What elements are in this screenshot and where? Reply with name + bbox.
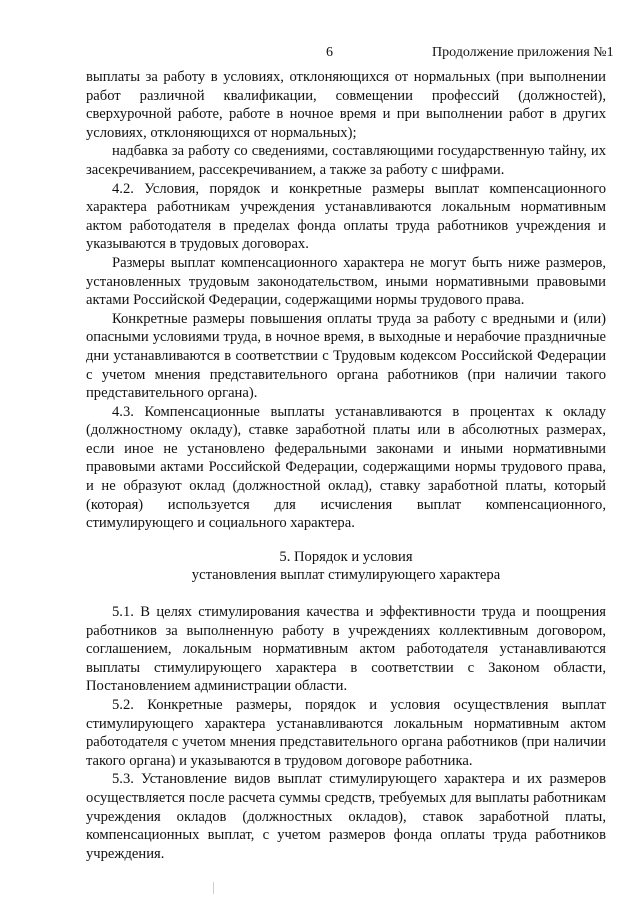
paragraph-5-2: 5.2. Конкретные размеры, порядок и условия осуществления выплат стимулирующего характера устанавливаются локальным нормативным актом работодателя с учетом мнения представительного органа работников (при наличии такого органа) и указываются в трудовом договоре работника.: [86, 697, 606, 769]
appendix-header: Продолжение приложения №1: [432, 45, 614, 60]
paragraph-compensation-minimum: Размеры выплат компенсационного характера не могут быть ниже размеров, установленных трудовым законодательством, иными нормативными правовыми актами Российской Федерации, содержащими нормы трудового права.: [86, 254, 606, 309]
document-body: [86, 68, 606, 863]
paragraph-4-2: 4.2. Условия, порядок и конкретные размеры выплат компенсационного характера работникам учреждения устанавливаются локальным нормативным актом работодателя в пределах фонда оплаты труда работников учреждения и указываются в трудовых договорах.: [86, 180, 606, 253]
paragraph-5-3: 5.3. Установление видов выплат стимулирующего характера и их размеров осуществляется после расчета суммы средств, требуемых для выплаты работникам учреждения окладов (должностных окладов), ставок заработной платы, компенсационных выплат, с учетом размеров фонда оплаты труда работников учреждения.: [86, 771, 606, 862]
paragraph-hazardous-conditions: Конкретные размеры повышения оплаты труда за работу с вредными и (или) опасными условиями труда, в ночное время, в выходные и нерабочие праздничные дни устанавливаются в соответствии с Трудовым кодексом Российской Федерации с учетом мнения представительного органа работников (при наличии такого представительного органа).: [86, 310, 606, 402]
section-5-subtitle: установления выплат стимулирующего характера: [191, 567, 501, 584]
scan-artifact-mark: [213, 882, 214, 894]
section-5-title: 5. Порядок и условия: [279, 548, 413, 565]
paragraph-5-1: 5.1. В целях стимулирования качества и эффективности труда и поощрения работников за выполненную работу в учреждениях коллективным договором, соглашением, локальным нормативным актом работодателя устанавливаются выплаты стимулирующего характера в соответствии с Законом области, Постановлением администрации области.: [86, 604, 606, 695]
paragraph-state-secret-bonus: надбавка за работу со сведениями, составляющими государственную тайну, их засекречиванием, рассекречиванием, а также за работу с шифрами.: [86, 143, 606, 178]
paragraph-overtime-payments: выплаты за работу в условиях, отклоняющихся от нормальных (при выполнении работ различной квалификации, совмещении профессий (должностей), сверхурочной работе, работе в ночное время и при выполнении работ в других условиях, отклоняющихся от нормальных);: [86, 69, 606, 141]
page-number: 6: [326, 45, 333, 60]
paragraph-4-3: 4.3. Компенсационные выплаты устанавливаются в процентах к окладу (должностному окладу), ставке заработной платы или в абсолютных размерах, если иное не установлено федеральными законами и иными нормативными правовыми актами Российской Федерации, содержащими нормы трудового права, и не образуют оклад (должностной оклад), ставку заработной платы, который (которая) используется для исчисления выплат компенсационного, стимулирующего и социального характера.: [86, 403, 606, 532]
